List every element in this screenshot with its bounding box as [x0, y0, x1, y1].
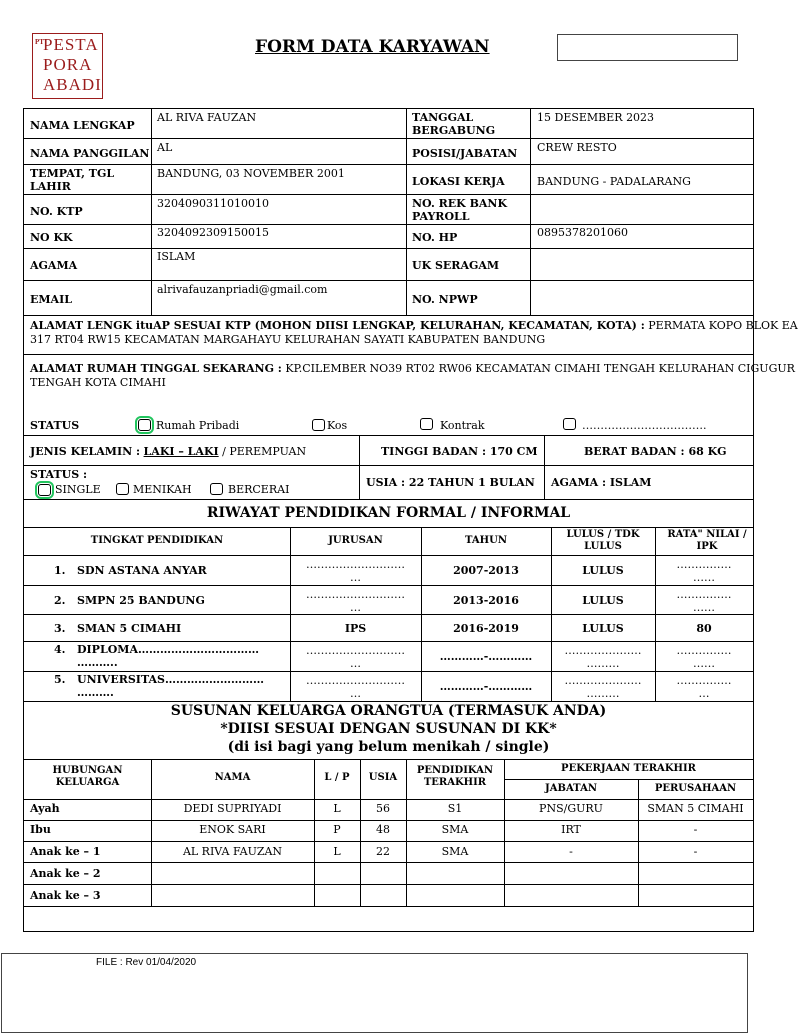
alamat-rumah-line1[interactable] — [30, 362, 795, 375]
alamat-ktp-label: ALAMAT LENGK ituAP SESUAI KTP (MOHON DIISI LENGKAP, KELURAHAN, KECAMATAN, KOTA) : — [30, 319, 645, 332]
label-hp: NO. HP — [412, 231, 458, 244]
jenis-kelamin-label: JENIS KELAMIN : — [30, 445, 141, 458]
form-title: FORM DATA KARYAWAN — [255, 37, 490, 57]
alamat-ktp-value2[interactable]: 317 RT04 RW15 KECAMATAN MARGAHAYU KELURAHAN SAYATI KABUPATEN BANDUNG — [30, 333, 546, 346]
kel-header-usia: USIA — [368, 772, 398, 783]
kel-row3-hub: Anak ke – 1 — [30, 845, 101, 858]
kel-row2-jab[interactable]: IRT — [561, 823, 581, 836]
pend-row4-no: 4. — [54, 643, 66, 656]
status-nikah-label: STATUS : — [30, 468, 88, 481]
pend-row1-nilai[interactable]: …………… — [676, 558, 732, 571]
option-single: SINGLE — [55, 483, 101, 496]
label-posisi: POSISI/JABATAN — [412, 147, 518, 160]
pend-row2-lulus[interactable]: LULUS — [582, 594, 624, 607]
label-lokasi: LOKASI KERJA — [412, 175, 505, 188]
logo-pt: PT — [35, 38, 44, 46]
pend-header-jurusan: JURUSAN — [328, 535, 383, 546]
pend-row5-lulus[interactable]: ………………… — [564, 674, 642, 687]
berat-badan[interactable]: BERAT BADAN : 68 KG — [584, 445, 727, 458]
kel-header-perusahaan: PERUSAHAAN — [654, 783, 737, 794]
kel-header-pendidikan: PENDIDIKAN TERAKHIR — [416, 765, 494, 788]
pend-row4-jurusan2: … — [350, 657, 361, 670]
kel-row2-lp[interactable]: P — [333, 823, 341, 836]
company-logo — [32, 33, 103, 99]
kel-row3-per[interactable]: - — [693, 845, 698, 858]
kel-row3-nama[interactable]: AL RIVA FAUZAN — [182, 845, 283, 858]
pend-row5-jurusan2: … — [350, 687, 361, 700]
checkbox-rumah-pribadi[interactable] — [138, 419, 151, 431]
checkbox-bercerai[interactable] — [210, 483, 223, 495]
value-nama-panggilan[interactable]: AL — [157, 141, 173, 154]
pend-row3-tahun[interactable]: 2016-2019 — [453, 622, 519, 635]
pend-row1-jurusan2: … — [350, 571, 361, 584]
pend-row4-nilai[interactable]: …………… — [676, 644, 732, 657]
alamat-rumah-value2[interactable]: TENGAH KOTA CIMAHI — [30, 376, 166, 389]
option-rumah-pribadi: Rumah Pribadi — [156, 419, 240, 432]
label-nama-panggilan: NAMA PANGGILAN — [30, 147, 150, 160]
kel-row1-hub: Ayah — [30, 802, 60, 815]
checkbox-menikah[interactable] — [116, 483, 129, 495]
pend-row4-tahun[interactable]: …………-………… — [439, 650, 533, 663]
pend-row5-nilai2: … — [698, 687, 710, 700]
pend-row5-jurusan[interactable]: ……………………… — [306, 674, 405, 687]
kel-row1-per[interactable]: SMAN 5 CIMAHI — [647, 802, 744, 815]
checkbox-lainnya[interactable] — [563, 418, 576, 430]
pend-row1-jurusan[interactable]: ……………………… — [306, 558, 405, 571]
value-posisi[interactable]: CREW RESTO — [537, 141, 617, 154]
label-tanggal-bergabung: TANGGAL BERGABUNG — [412, 111, 496, 137]
option-bercerai: BERCERAI — [228, 483, 290, 496]
jenis-kelamin-laki: LAKI – LAKI — [143, 445, 219, 458]
logo-line3: ABADI — [43, 75, 102, 94]
kel-row4-hub: Anak ke – 2 — [30, 867, 101, 880]
pend-header-lulus: LULUS / TDK LULUS — [566, 529, 640, 552]
usia[interactable]: USIA : 22 TAHUN 1 BULAN — [366, 476, 535, 489]
pend-row4-lulus2: ……… — [586, 657, 620, 670]
pend-row5-tahun[interactable]: …………-………… — [439, 680, 533, 693]
agama-2[interactable]: AGAMA : ISLAM — [551, 476, 652, 489]
value-lokasi[interactable]: BANDUNG - PADALARANG — [537, 175, 691, 188]
kel-row3-pend[interactable]: SMA — [441, 845, 469, 858]
value-agama[interactable]: ISLAM — [157, 250, 196, 263]
pend-row4-tingkat2: ……….. — [77, 656, 118, 669]
pend-row3-no: 3. — [54, 622, 66, 635]
kel-row2-pend[interactable]: SMA — [441, 823, 469, 836]
kel-header-hubungan: HUBUNGAN KELUARGA — [52, 765, 123, 788]
kel-row1-nama[interactable]: DEDI SUPRIYADI — [183, 802, 282, 815]
kel-row5-hub: Anak ke – 3 — [30, 889, 101, 902]
value-ktp[interactable]: 3204090311010010 — [157, 197, 269, 210]
pend-row5-no: 5. — [54, 673, 66, 686]
kel-row1-lp[interactable]: L — [333, 802, 341, 815]
footer-revision: FILE : Rev 01/04/2020 — [96, 957, 197, 968]
kel-header-pekerjaan: PEKERJAAN TERAKHIR — [561, 763, 696, 774]
pend-row1-lulus[interactable]: LULUS — [582, 564, 624, 577]
pend-row1-tahun[interactable]: 2007-2013 — [453, 564, 519, 577]
alamat-ktp-value1: PERMATA KOPO BLOK EA — [648, 319, 798, 332]
option-lainnya: ……………………………. — [582, 419, 707, 432]
checkbox-single[interactable] — [38, 484, 51, 496]
label-agama: AGAMA — [30, 259, 78, 272]
pend-row5-tingkat2: ………. — [77, 686, 114, 699]
pend-row1-nilai2: …… — [693, 571, 715, 584]
checkbox-kontrak[interactable] — [420, 418, 433, 430]
pend-row3-jurusan[interactable]: IPS — [344, 622, 367, 635]
pend-row2-jurusan2: … — [350, 601, 361, 614]
alamat-ktp-line1[interactable] — [30, 319, 798, 332]
kel-row3-lp[interactable]: L — [333, 845, 341, 858]
label-ktp: NO. KTP — [30, 205, 83, 218]
pend-row2-nilai[interactable]: …………… — [676, 588, 732, 601]
checkbox-kos[interactable] — [312, 419, 325, 431]
label-seragam: UK SERAGAM — [412, 259, 500, 272]
label-email: EMAIL — [30, 293, 72, 306]
pend-row4-nilai2: …… — [693, 657, 715, 670]
pend-row3-tingkat[interactable]: SMAN 5 CIMAHI — [77, 622, 182, 635]
kel-row1-jab[interactable]: PNS/GURU — [539, 802, 603, 815]
pend-row3-lulus[interactable]: LULUS — [582, 622, 624, 635]
logo-line1: PESTA — [43, 35, 99, 54]
kel-row3-usia[interactable]: 22 — [376, 845, 390, 858]
jenis-kelamin-sep: / — [222, 445, 226, 458]
pend-row1-no: 1. — [54, 564, 66, 577]
value-hp[interactable]: 0895378201060 — [537, 226, 628, 239]
kel-header-jabatan: JABATAN — [545, 783, 597, 794]
pend-row2-tingkat[interactable]: SMPN 25 BANDUNG — [77, 594, 205, 607]
pendidikan-title: RIWAYAT PENDIDIKAN FORMAL / INFORMAL — [206, 505, 571, 521]
kel-row2-per[interactable]: - — [693, 823, 698, 836]
pend-row2-no: 2. — [54, 594, 66, 607]
form-frame — [23, 108, 798, 932]
kel-row1-pend[interactable]: S1 — [447, 802, 463, 815]
alamat-rumah-value1: KP.CILEMBER NO39 RT02 RW06 KECAMATAN CIMAHI TENGAH KELURAHAN CIGUGUR — [285, 362, 795, 375]
pend-row3-nilai[interactable]: 80 — [696, 622, 712, 635]
value-nama-lengkap[interactable]: AL RIVA FAUZAN — [157, 111, 257, 124]
logo-line2: PORA — [43, 55, 93, 74]
kel-row3-jab[interactable]: - — [569, 845, 573, 858]
pend-header-nilai: RATA" NILAI / IPK — [667, 529, 747, 552]
pend-row4-jurusan[interactable]: ……………………… — [306, 644, 405, 657]
status-rumah-label: STATUS — [30, 419, 80, 432]
value-ttl[interactable]: BANDUNG, 03 NOVEMBER 2001 — [157, 167, 345, 180]
label-npwp: NO. NPWP — [412, 293, 478, 306]
keluarga-title-2: *DIISI SESUAI DENGAN SUSUNAN DI KK* — [220, 721, 557, 737]
pend-row2-jurusan[interactable]: ……………………… — [306, 588, 405, 601]
pend-row4-lulus[interactable]: ………………… — [564, 644, 642, 657]
keluarga-title-3: (di isi bagi yang belum menikah / single) — [227, 739, 550, 755]
alamat-rumah-label: ALAMAT RUMAH TINGGAL SEKARANG : — [30, 362, 282, 375]
value-kk[interactable]: 3204092309150015 — [157, 226, 269, 239]
pend-header-tingkat: TINGKAT PENDIDIKAN — [90, 535, 224, 546]
kel-row2-usia[interactable]: 48 — [376, 823, 390, 836]
value-email[interactable]: alrivafauzanpriadi@gmail.com — [157, 283, 328, 296]
photo-code-box[interactable] — [557, 34, 738, 61]
pend-row5-tingkat[interactable]: UNIVERSITAS……………………… — [77, 673, 265, 686]
pend-row5-lulus2: ……… — [586, 687, 620, 700]
option-kos: Kos — [327, 419, 348, 432]
label-nama-lengkap: NAMA LENGKAP — [30, 119, 135, 132]
pend-header-tahun: TAHUN — [465, 535, 507, 546]
kel-row2-nama[interactable]: ENOK SARI — [199, 823, 266, 836]
pend-row2-nilai2: …… — [693, 601, 715, 614]
value-tanggal-bergabung[interactable]: 15 DESEMBER 2023 — [537, 111, 655, 124]
option-kontrak: Kontrak — [440, 419, 485, 432]
pend-row2-tahun[interactable]: 2013-2016 — [453, 594, 519, 607]
tinggi-badan[interactable]: TINGGI BADAN : 170 CM — [381, 445, 538, 458]
kel-row2-hub: Ibu — [30, 823, 51, 836]
option-menikah: MENIKAH — [133, 483, 192, 496]
label-ttl: TEMPAT, TGL LAHIR — [30, 167, 115, 193]
pend-row4-tingkat[interactable]: DIPLOMA…………………………… — [77, 643, 259, 656]
keluarga-title-1: SUSUNAN KELUARGA ORANGTUA (TERMASUK ANDA) — [170, 703, 607, 719]
kel-row1-usia[interactable]: 56 — [376, 802, 390, 815]
label-kk: NO KK — [30, 231, 73, 244]
pend-row5-nilai[interactable]: …………… — [676, 674, 732, 687]
label-rek: NO. REK BANK PAYROLL — [412, 197, 508, 223]
pend-row1-tingkat[interactable]: SDN ASTANA ANYAR — [77, 564, 207, 577]
jenis-kelamin-perempuan: PEREMPUAN — [229, 445, 307, 458]
kel-header-lp: L / P — [324, 772, 350, 783]
kel-header-nama: NAMA — [214, 772, 251, 783]
jenis-kelamin[interactable] — [30, 445, 306, 458]
